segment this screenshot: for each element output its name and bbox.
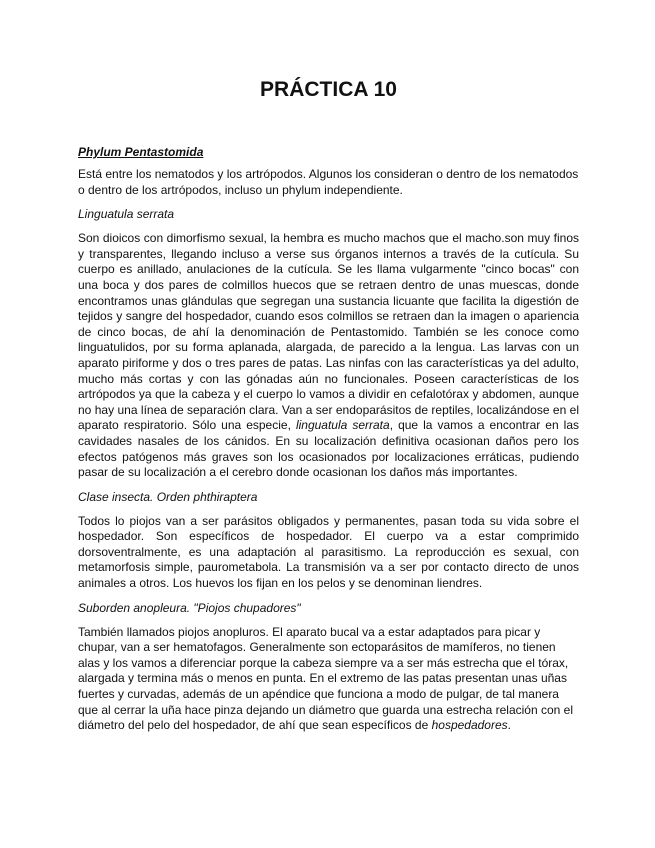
insecta-heading: Clase insecta. Orden phthiraptera xyxy=(78,489,258,504)
linguatula-text-before: Son dioicos con dimorfismo sexual, la hembra es mucho machos que el macho.son muy finos y transparentes, llegando incluso a verse sus órganos internos a través de la cutícula. Su cuerpo es anillado, anulaciones de la cutícula. Se les llama vulgarmente "cinco bocas" con una boca y dos pares de colmillos huecos que se retraen dentro de unas muescas, donde encontramos unas glándulas que segregan una sustancia licuante que facilita la digestión de tejidos y sangre del hospedador, cuando esos colmillos se retraen dan la imagen o apariencia de cinco bocas, de ahí la denominación de Pentastomido. También se les conoce como linguatulidos, por su forma aplanada, alargada, de parecido a la lengua. Las larvas con un aparato piriforme y dos o tres pares de patas. Las ninfas con las características ya del adulto, mucho más cortas y con las gónadas aún no funcionales. Poseen características de los artrópodos ya que la cabeza y el cuerpo lo vamos a dividir en cefalotórax y abdomen, aunque no hay una línea de separación clara. Van a ser endoparásitos de reptiles, localizándose en el aparato respiratorio. Sólo una especie, xyxy=(78,231,579,433)
linguatula-paragraph xyxy=(78,231,579,481)
anopleura-text-after: . xyxy=(507,718,511,733)
intro-paragraph: Está entre los nematodos y los artrópodos. Algunos los consideran o dentro de los nematodos o dentro de los artrópodos, incluso un phylum independiente. xyxy=(78,167,579,197)
phylum-heading: Phylum Pentastomida xyxy=(78,145,204,159)
anopleura-italic: hospedadores xyxy=(431,718,508,733)
anopleura-paragraph xyxy=(78,625,579,734)
page-title: PRÁCTICA 10 xyxy=(260,78,397,101)
anopleura-text-before: También llamados piojos anopluros. El aparato bucal va a estar adaptados para picar y chupar, van a ser hematofagos. Generalmente son ectoparásitos de mamíferos, no tienen alas y los vamos a diferenciar porque la cabeza siempre va a ser más estrecha que el tórax, alargada y termina más o menos en punta. En el extremo de las patas presentan unas uñas fuertes y curvadas, además de un apéndice que funciona a modo de pulgar, de tal manera que al cerrar la uña hace pinza dejando un diámetro que guarda una estrecha relación con el diámetro del pelo del hospedador, de ahí que sean específicos de xyxy=(78,624,573,733)
insecta-paragraph: Todos lo piojos van a ser parásitos obligados y permanentes, pasan toda su vida sobre el hospedador. Son específicos de hospedador. El cuerpo va a estar comprimido dorsoventralmente, es una adaptación al parasitismo. La reproducción es sexual, con metamorfosis simple, paurometabola. La transmisión va a ser por contacto directo de unos animales a otros. Los huevos los fijan en los pelos y se denominan liendres. xyxy=(78,513,579,591)
anopleura-heading: Suborden anopleura. "Piojos chupadores" xyxy=(78,600,301,615)
linguatula-species-italic: linguatula serrata xyxy=(295,418,390,433)
linguatula-text-after: , que la vamos a encontrar en las cavidades nasales de los cánidos. En su localización definitiva ocasionan daños pero los efectos patógenos más graves son los ocasionados por localizaciones erráticas, pudiendo pasar de su localización a el cerebro donde ocasionan los daños más importantes. xyxy=(78,418,579,480)
linguatula-heading: Linguatula serrata xyxy=(78,207,175,222)
